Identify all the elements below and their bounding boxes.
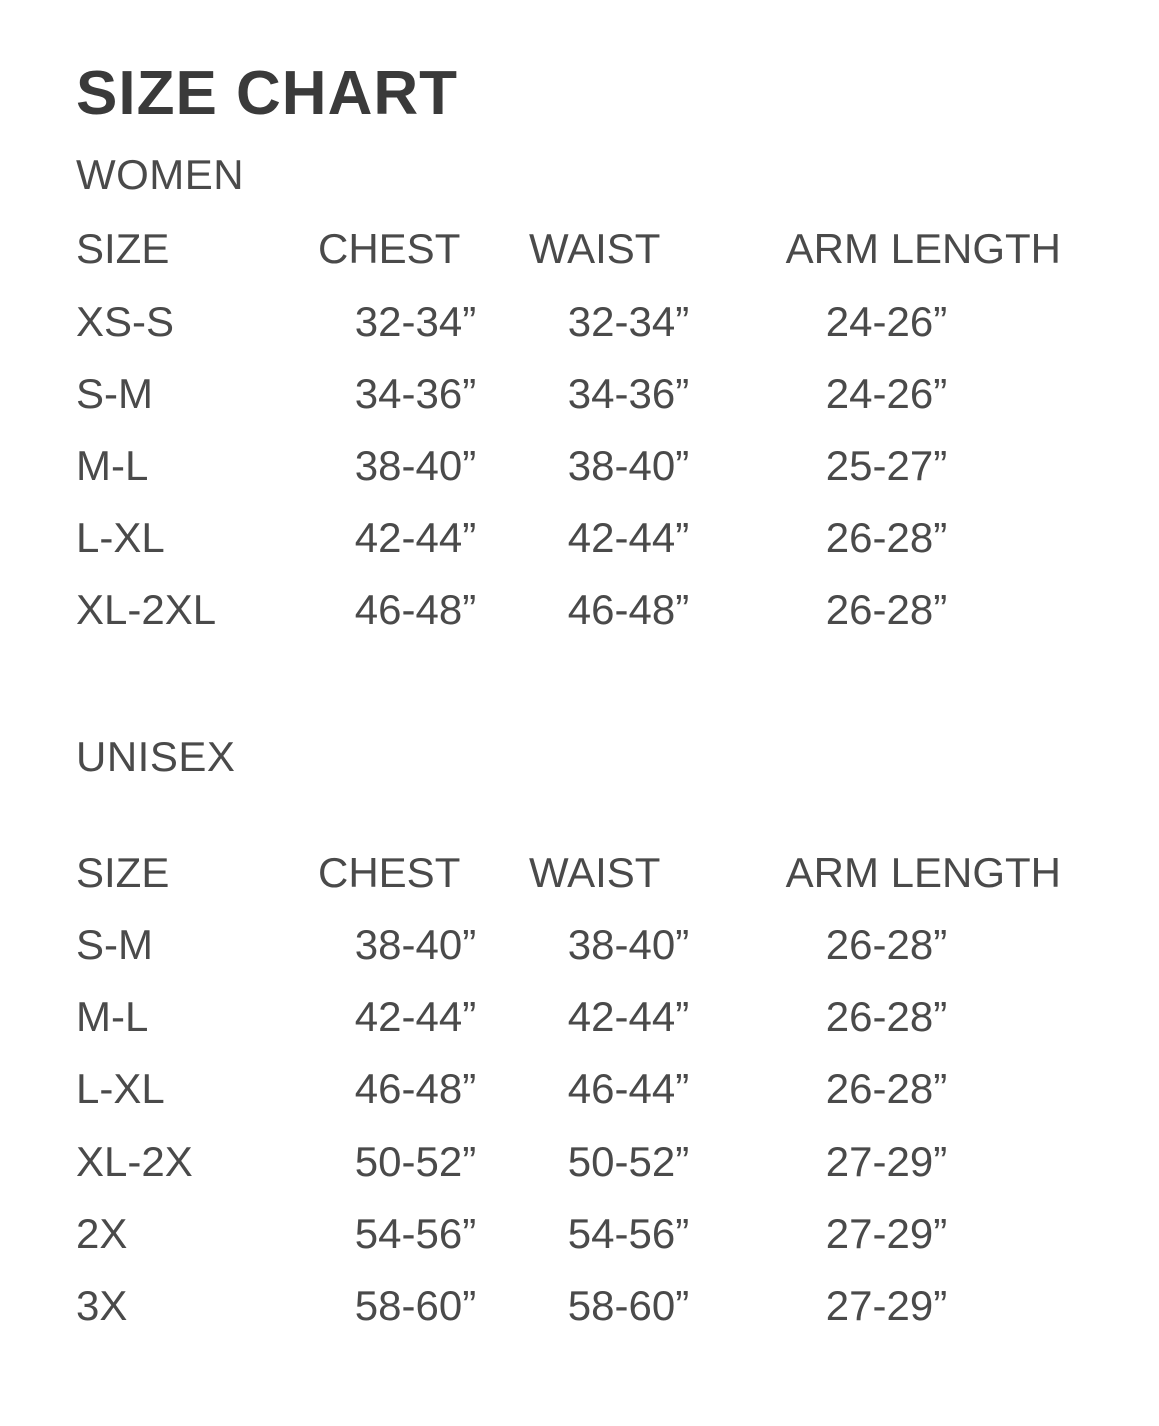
cell-chest: 50-52” (354, 1137, 477, 1185)
cell-arm: 26-28” (825, 993, 948, 1041)
column-header-waist: WAIST (529, 225, 661, 273)
cell-size: 2X (76, 1209, 128, 1257)
table-header-row (76, 213, 1061, 285)
column-header-arm: ARM LENGTH (785, 848, 1061, 896)
cell-size: XL-2X (76, 1137, 193, 1185)
cell-waist: 34-36” (567, 369, 690, 417)
cell-chest: 34-36” (354, 369, 477, 417)
table-row (76, 1053, 1061, 1125)
cell-waist: 38-40” (567, 442, 690, 489)
table-row (76, 1126, 1061, 1198)
column-header-waist: WAIST (529, 848, 661, 896)
section-label-women: WOMEN (76, 151, 245, 199)
cell-waist: 58-60” (567, 1282, 690, 1330)
table-row (76, 574, 1061, 646)
cell-size: L-XL (76, 514, 165, 562)
cell-arm: 27-29” (825, 1282, 948, 1330)
cell-chest: 46-48” (354, 586, 477, 634)
column-header-size: SIZE (76, 848, 170, 896)
cell-arm: 26-28” (825, 514, 948, 562)
column-header-chest: CHEST (318, 848, 461, 896)
table-row (76, 1270, 1061, 1342)
table-row (76, 430, 1061, 502)
cell-waist: 54-56” (567, 1209, 690, 1257)
column-header-size: SIZE (76, 225, 170, 273)
table-row (76, 502, 1061, 574)
cell-chest: 38-40” (354, 442, 477, 489)
cell-waist: 42-44” (567, 514, 690, 562)
cell-size: XS-S (76, 297, 175, 345)
section-women (76, 151, 1159, 646)
cell-arm: 24-26” (825, 297, 948, 345)
section-unisex (76, 733, 1159, 1343)
cell-size: L-XL (76, 1065, 165, 1113)
cell-chest: 46-48” (354, 1065, 477, 1113)
cell-waist: 46-44” (567, 1065, 690, 1113)
cell-size: M-L (76, 442, 149, 489)
table-header-row (76, 837, 1061, 909)
cell-chest: 38-40” (354, 920, 477, 968)
cell-waist: 50-52” (567, 1137, 690, 1185)
cell-arm: 26-28” (825, 920, 948, 968)
section-label-unisex: UNISEX (76, 732, 236, 780)
table-row (76, 981, 1061, 1053)
cell-size: S-M (76, 920, 153, 968)
cell-arm: 27-29” (825, 1137, 948, 1185)
cell-chest: 54-56” (354, 1209, 477, 1257)
table-row (76, 358, 1061, 430)
cell-size: 3X (76, 1282, 128, 1330)
page-title: SIZE CHART (76, 59, 458, 128)
cell-arm: 24-26” (825, 369, 948, 417)
cell-size: XL-2XL (76, 586, 217, 634)
cell-size: S-M (76, 369, 153, 417)
cell-arm: 26-28” (825, 1065, 948, 1113)
cell-chest: 58-60” (354, 1282, 477, 1330)
cell-chest: 42-44” (354, 514, 477, 562)
cell-waist: 32-34” (567, 297, 690, 345)
column-header-chest: CHEST (318, 225, 461, 273)
cell-chest: 32-34” (354, 297, 477, 345)
cell-chest: 42-44” (354, 993, 477, 1041)
unisex-size-table (76, 837, 1061, 1343)
cell-arm: 26-28” (825, 586, 948, 634)
table-row (76, 909, 1061, 981)
table-row (76, 1198, 1061, 1270)
cell-size: M-L (76, 993, 149, 1041)
women-size-table (76, 213, 1061, 646)
cell-arm: 27-29” (825, 1209, 948, 1257)
cell-waist: 38-40” (567, 920, 690, 968)
cell-waist: 42-44” (567, 993, 690, 1041)
column-header-arm: ARM LENGTH (785, 225, 1061, 273)
section-spacer (76, 647, 1159, 733)
label-table-spacer (76, 795, 1159, 837)
table-row (76, 286, 1061, 358)
cell-waist: 46-48” (567, 586, 690, 634)
cell-arm: 25-27” (825, 442, 948, 489)
